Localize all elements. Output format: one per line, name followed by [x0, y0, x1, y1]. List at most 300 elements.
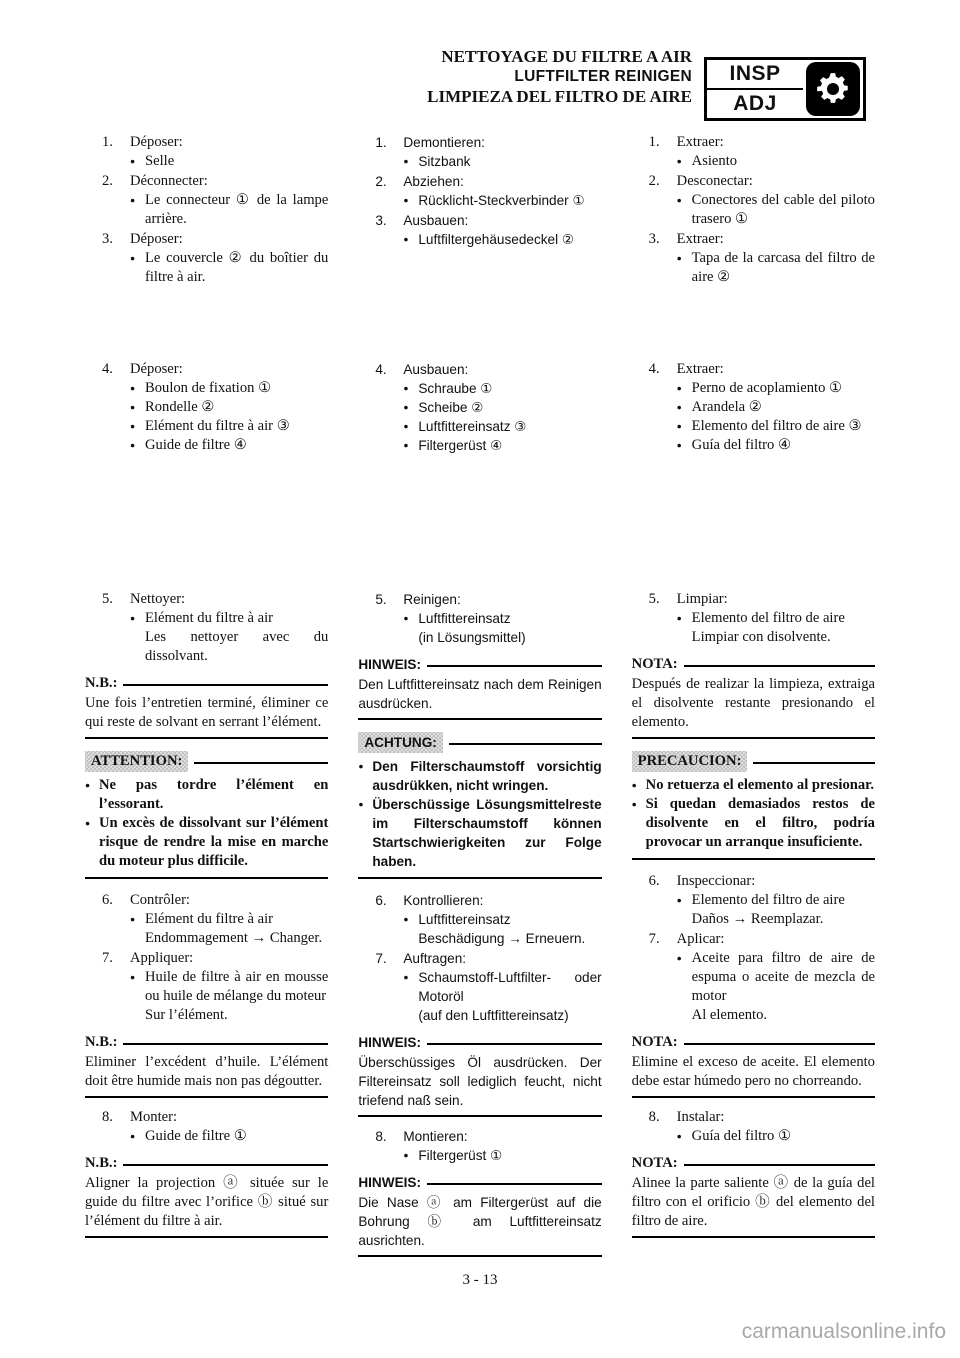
procedure-step — [632, 930, 875, 1025]
caution-block — [85, 751, 328, 879]
bullet-subline: Daños → Reemplazar. — [691, 911, 824, 927]
procedure-step — [85, 230, 328, 287]
bullet-text — [418, 417, 601, 436]
bullet-item — [403, 230, 601, 249]
title-french: NETTOYAGE DU FILTRE A AIR — [441, 47, 692, 66]
content-row-2 — [85, 360, 875, 590]
bullet-icon: ● — [403, 383, 409, 393]
caution-label: PRECAUCION: — [632, 751, 748, 772]
note-block — [358, 1033, 601, 1117]
french-column-row-1 — [85, 133, 328, 360]
note-text: Die Nase ⓐ am Filtergerüst auf die Bohrung ⓑ am Luftfittereinsatz ausrichten. — [358, 1195, 602, 1248]
note-rule — [427, 1043, 602, 1045]
caution-heading — [358, 732, 601, 753]
bullet-icon: ● — [403, 234, 409, 244]
bullet-line: Perno de acoplamiento ① — [691, 380, 843, 396]
bullet-icon: ● — [130, 1131, 136, 1141]
step-heading — [632, 360, 875, 379]
bullet-text — [692, 249, 875, 287]
step-number: 6. — [648, 873, 660, 889]
procedure-step — [358, 211, 601, 249]
note-block — [85, 1154, 328, 1238]
procedure-step — [632, 172, 875, 229]
bullet-icon: ● — [130, 383, 136, 393]
caution-item — [632, 795, 875, 852]
bullet-subline: Les nettoyer avec du dissolvant. — [145, 629, 329, 664]
step-number: 7. — [648, 931, 660, 947]
french-column-row-3 — [85, 590, 328, 1267]
step-number: 8. — [102, 1109, 113, 1125]
bullet-text — [145, 379, 328, 398]
note-label: NOTA: — [631, 1034, 678, 1050]
step-title: Ausbauen: — [403, 213, 469, 228]
note-heading — [632, 655, 875, 674]
bullet-item — [677, 249, 875, 287]
bullet-line: Selle — [145, 153, 175, 169]
step-title: Reinigen: — [403, 592, 461, 607]
step-title: Aplicar: — [676, 931, 725, 947]
step-heading — [358, 590, 601, 609]
step-number: 3. — [375, 213, 387, 228]
bullet-line: Le connecteur ① de la lampe arrière. — [145, 192, 329, 227]
bullet-icon: ● — [676, 195, 682, 205]
note-heading — [85, 1154, 328, 1173]
german-column-row-3 — [358, 590, 601, 1267]
bullet-icon: ● — [403, 195, 409, 205]
note-heading — [632, 1033, 875, 1052]
procedure-step — [358, 133, 601, 171]
bullet-item — [130, 968, 328, 1025]
bullet-line: Luftfiltergehäusedeckel ② — [418, 232, 575, 247]
bullet-text — [418, 609, 601, 647]
bullet-text — [692, 152, 875, 171]
note-label: NOTA: — [631, 656, 678, 672]
step-number: 4. — [648, 361, 660, 377]
procedure-step — [85, 949, 328, 1025]
bullet-line: Boulon de fixation ① — [145, 380, 272, 396]
procedure-step — [85, 891, 328, 948]
note-text: Den Luftfittereinsatz nach dem Reinigen ausdrücken. — [358, 677, 602, 711]
note-rule — [427, 1183, 602, 1185]
bullet-icon: ● — [631, 780, 637, 790]
bullet-icon: ● — [130, 972, 136, 982]
bullet-line: Conectores del cable del piloto trasero ① — [691, 192, 875, 227]
bullet-icon: ● — [403, 402, 409, 412]
bullet-item — [130, 152, 328, 171]
badge-labels — [707, 60, 803, 118]
step-number: 5. — [102, 591, 113, 607]
bullet-line: Aceite para filtro de aire de espuma o aceite de mezcla de motor — [691, 950, 875, 1004]
step-number: 1. — [648, 134, 660, 150]
caution-block — [358, 732, 601, 879]
bullet-line: Filtergerüst ④ — [418, 438, 503, 453]
bullet-text — [145, 968, 328, 1025]
german-column-row-1 — [358, 133, 601, 360]
bullet-line: Elément du filtre à air ③ — [145, 418, 290, 434]
bullet-item — [403, 968, 601, 1025]
caution-label: ATTENTION: — [85, 751, 188, 772]
bullet-line: Elément du filtre à air — [145, 911, 274, 927]
step-number: 2. — [648, 173, 660, 189]
content-row-1 — [85, 133, 875, 360]
bullet-text — [418, 436, 601, 455]
bullet-line: Luftfittereinsatz ③ — [418, 419, 527, 434]
bullet-item — [130, 191, 328, 229]
step-title: Extraer: — [676, 231, 724, 247]
badge-insp-label: INSP — [707, 60, 803, 90]
watermark-text: carmanualsonline.info — [741, 1320, 946, 1343]
step-title: Extraer: — [676, 361, 724, 377]
note-rule — [684, 1164, 875, 1166]
bullet-subline: Limpiar con disolvente. — [691, 629, 831, 645]
step-heading — [85, 891, 328, 910]
note-text: Überschüssiges Öl ausdrücken. Der Filtereinsatz soll lediglich feucht, nicht triefend naß sein. — [358, 1055, 602, 1108]
bullet-item — [130, 436, 328, 455]
note-text: Eliminer l’excédent d’huile. L’élément doit être humide mais non pas dégoutter. — [85, 1054, 329, 1089]
bullet-line: Schaumstoff-Luftfilter- oder Motoröl — [418, 970, 602, 1004]
bullet-line: Elemento del filtro de aire ③ — [691, 418, 862, 434]
bullet-icon: ● — [631, 799, 637, 809]
step-heading — [632, 172, 875, 191]
caution-item — [632, 776, 875, 795]
bullet-line: Sitzbank — [418, 154, 471, 169]
step-heading — [358, 360, 601, 379]
caution-text: Den Filterschaumstoff vorsichtig ausdrükken, nicht wringen. — [372, 759, 602, 793]
note-rule — [684, 1043, 875, 1045]
note-heading — [358, 1173, 601, 1192]
caution-item — [358, 795, 601, 871]
step-title: Ausbauen: — [403, 362, 469, 377]
bullet-item — [677, 436, 875, 455]
bullet-line: Rondelle ② — [145, 399, 215, 415]
bullet-line: Guide de filtre ① — [145, 1128, 247, 1144]
bullet-line: Tapa de la carcasa del filtro de aire ② — [691, 250, 875, 285]
step-title: Instalar: — [676, 1109, 725, 1125]
bullet-text — [145, 191, 328, 229]
note-block — [358, 655, 601, 720]
note-text: Alinee la parte saliente ⓐ de la guía del filtro con el orificio ⓑ del elemento del filtro de aire. — [631, 1175, 875, 1229]
note-rule — [123, 1043, 328, 1045]
step-title: Déconnecter: — [130, 173, 208, 189]
bullet-line: Guía del filtro ① — [691, 1128, 792, 1144]
bullet-subline: Sur l’élément. — [145, 1007, 228, 1023]
bullet-icon: ● — [358, 761, 364, 771]
bullet-item — [130, 249, 328, 287]
bullet-icon: ● — [403, 914, 409, 924]
step-title: Déposer: — [130, 231, 183, 247]
page-number: 3 - 13 — [462, 1272, 498, 1288]
note-rule — [427, 665, 602, 667]
step-title: Abziehen: — [403, 174, 464, 189]
bullet-item — [403, 191, 601, 210]
note-rule — [123, 1164, 328, 1166]
bullet-text — [692, 436, 875, 455]
step-heading — [632, 930, 875, 949]
step-title: Demontieren: — [403, 135, 485, 150]
step-heading — [632, 590, 875, 609]
step-number: 6. — [375, 893, 387, 908]
step-heading — [358, 949, 601, 968]
bullet-icon: ● — [85, 818, 91, 828]
step-number: 3. — [648, 231, 660, 247]
step-title: Monter: — [130, 1109, 178, 1125]
bullet-icon: ● — [403, 156, 409, 166]
procedure-step — [632, 360, 875, 455]
procedure-step — [85, 360, 328, 455]
note-block — [632, 1033, 875, 1098]
step-title: Contrôler: — [130, 892, 190, 908]
note-text: Aligner la projection ⓐ située sur le guide du filtre avec l’orifice ⓑ situé sur l’élément du filtre à air. — [85, 1175, 329, 1229]
step-heading — [358, 891, 601, 910]
procedure-step — [85, 172, 328, 229]
procedure-step — [358, 949, 601, 1025]
step-heading — [632, 230, 875, 249]
bullet-item — [677, 1127, 875, 1146]
note-block — [632, 1154, 875, 1238]
note-block — [85, 674, 328, 739]
step-title: Nettoyer: — [130, 591, 186, 607]
bullet-item — [403, 910, 601, 948]
procedure-step — [358, 360, 601, 455]
bullet-icon: ● — [676, 402, 682, 412]
step-title: Extraer: — [676, 134, 724, 150]
bullet-icon: ● — [130, 613, 136, 623]
step-heading — [632, 1108, 875, 1127]
bullet-text — [418, 191, 601, 210]
bullet-icon: ● — [130, 421, 136, 431]
note-label: HINWEIS: — [358, 1175, 422, 1190]
bullet-subline: (auf den Luftfittereinsatz) — [418, 1008, 569, 1023]
bullet-text — [145, 249, 328, 287]
bullet-line: Guía del filtro ④ — [691, 437, 792, 453]
step-number: 5. — [648, 591, 660, 607]
step-heading — [85, 590, 328, 609]
bullet-icon: ● — [403, 440, 409, 450]
note-block — [85, 1033, 328, 1098]
caution-block — [632, 751, 875, 860]
caution-rule — [753, 762, 875, 764]
bullet-item — [403, 436, 601, 455]
badge-adj-label: ADJ — [733, 92, 777, 115]
bullet-text — [692, 191, 875, 229]
step-number: 6. — [102, 892, 113, 908]
step-number: 3. — [102, 231, 113, 247]
bullet-icon: ● — [403, 972, 409, 982]
bullet-line: Elément du filtre à air — [145, 610, 274, 626]
spanish-column-row-2 — [632, 360, 875, 590]
note-heading — [358, 1033, 601, 1052]
bullet-text — [418, 910, 601, 948]
bullet-icon: ● — [676, 613, 682, 623]
procedure-step — [632, 872, 875, 929]
bullet-line: Huile de filtre à air en mousse ou huile de mélange du moteur — [145, 969, 329, 1004]
procedure-step — [632, 1108, 875, 1146]
bullet-icon: ● — [676, 895, 682, 905]
step-title: Montieren: — [403, 1129, 468, 1144]
caution-heading — [85, 751, 328, 772]
step-title: Desconectar: — [676, 173, 753, 189]
bullet-text — [692, 379, 875, 398]
bullet-icon: ● — [403, 1150, 409, 1160]
bullet-item — [403, 417, 601, 436]
bullet-icon: ● — [676, 421, 682, 431]
caution-label: ACHTUNG: — [358, 732, 443, 753]
bullet-line: Rücklicht-Steckverbinder ① — [418, 193, 585, 208]
bullet-line: Luftfittereinsatz — [418, 611, 511, 626]
bullet-text — [145, 398, 328, 417]
note-heading — [85, 1033, 328, 1052]
step-heading — [85, 949, 328, 968]
caution-item — [358, 757, 601, 795]
step-title: Limpiar: — [676, 591, 728, 607]
bullet-item — [130, 398, 328, 417]
bullet-icon: ● — [130, 914, 136, 924]
step-title: Déposer: — [130, 134, 183, 150]
step-title: Kontrollieren: — [403, 893, 484, 908]
step-title: Inspeccionar: — [676, 873, 756, 889]
bullet-line: Guide de filtre ④ — [145, 437, 247, 453]
bullet-icon: ● — [85, 780, 91, 790]
bullet-text — [145, 417, 328, 436]
step-number: 7. — [375, 951, 387, 966]
bullet-text — [692, 398, 875, 417]
french-column-row-2 — [85, 360, 328, 590]
bullet-subline: (in Lösungsmittel) — [418, 630, 526, 645]
german-column-row-2 — [358, 360, 601, 590]
note-label: NOTA: — [631, 1155, 678, 1171]
step-heading — [85, 133, 328, 152]
bullet-item — [677, 191, 875, 229]
procedure-step — [85, 133, 328, 171]
bullet-subline: Endommagement → Changer. — [145, 930, 323, 946]
step-title: Appliquer: — [130, 950, 194, 966]
bullet-icon: ● — [676, 440, 682, 450]
step-heading — [632, 133, 875, 152]
bullet-icon: ● — [676, 253, 682, 263]
note-rule — [684, 665, 875, 667]
bullet-item — [677, 379, 875, 398]
step-number: 5. — [375, 592, 387, 607]
note-label: N.B.: — [85, 1034, 118, 1050]
bullet-text — [418, 1146, 601, 1165]
step-number: 1. — [375, 135, 387, 150]
note-label: HINWEIS: — [358, 657, 422, 672]
bullet-text — [692, 949, 875, 1025]
note-block — [358, 1173, 601, 1257]
note-block — [632, 655, 875, 739]
bullet-item — [130, 379, 328, 398]
procedure-step — [632, 133, 875, 171]
step-heading — [85, 230, 328, 249]
step-heading — [358, 1127, 601, 1146]
insp-adj-badge — [704, 57, 866, 121]
caution-rule — [449, 743, 602, 745]
step-number: 4. — [102, 361, 113, 377]
step-title: Auftragen: — [403, 951, 467, 966]
bullet-item — [130, 609, 328, 666]
step-number: 2. — [102, 173, 113, 189]
bullet-icon: ● — [676, 156, 682, 166]
bullet-text — [145, 1127, 328, 1146]
bullet-text — [145, 910, 328, 948]
bullet-text — [692, 891, 875, 929]
bullet-icon: ● — [130, 440, 136, 450]
caution-item — [85, 776, 328, 814]
bullet-item — [677, 417, 875, 436]
content-row-3 — [85, 590, 875, 1267]
bullet-line: Arandela ② — [691, 399, 762, 415]
bullet-item — [677, 891, 875, 929]
procedure-step — [358, 1127, 601, 1165]
bullet-text — [418, 230, 601, 249]
badge-icon-box — [803, 60, 863, 118]
bullet-icon: ● — [130, 156, 136, 166]
bullet-item — [130, 1127, 328, 1146]
bullet-item — [677, 152, 875, 171]
step-number: 2. — [375, 174, 387, 189]
page-content — [85, 133, 875, 1267]
bullet-item — [403, 1146, 601, 1165]
bullet-line: Luftfittereinsatz — [418, 912, 511, 927]
bullet-text — [418, 152, 601, 171]
caution-heading — [632, 751, 875, 772]
bullet-text — [418, 379, 601, 398]
procedure-step — [632, 590, 875, 647]
note-heading — [358, 655, 601, 674]
procedure-step — [358, 891, 601, 948]
bullet-line: Elemento del filtro de aire — [691, 892, 845, 908]
step-title: Déposer: — [130, 361, 183, 377]
spanish-column-row-1 — [632, 133, 875, 360]
step-number: 1. — [102, 134, 113, 150]
bullet-item — [677, 949, 875, 1025]
note-heading — [85, 674, 328, 693]
bullet-icon: ● — [403, 421, 409, 431]
bullet-line: Filtergerüst ① — [418, 1148, 503, 1163]
step-number: 8. — [375, 1129, 387, 1144]
page-title — [427, 47, 692, 107]
bullet-item — [403, 398, 601, 417]
step-heading — [85, 1108, 328, 1127]
step-heading — [358, 211, 601, 230]
note-text: Une fois l’entretien terminé, éliminer ce qui reste de solvant en serrant l’élément. — [85, 695, 329, 730]
bullet-subline: Al elemento. — [691, 1007, 768, 1023]
bullet-text — [692, 417, 875, 436]
title-german: LUFTFILTER REINIGEN — [514, 68, 692, 85]
bullet-text — [145, 152, 328, 171]
caution-text: Ne pas tordre l’élément en l’essorant. — [99, 777, 329, 812]
step-heading — [85, 360, 328, 379]
caution-rule — [194, 762, 328, 764]
step-heading — [358, 172, 601, 191]
procedure-step — [85, 1108, 328, 1146]
step-heading — [632, 872, 875, 891]
bullet-text — [145, 609, 328, 666]
caution-text: No retuerza el elemento al presionar. — [645, 777, 874, 793]
bullet-icon: ● — [676, 383, 682, 393]
procedure-step — [85, 590, 328, 666]
bullet-item — [130, 417, 328, 436]
step-heading — [358, 133, 601, 152]
bullet-text — [692, 609, 875, 647]
bullet-item — [403, 152, 601, 171]
bullet-icon: ● — [403, 613, 409, 623]
bullet-line: Elemento del filtro de aire — [691, 610, 845, 626]
bullet-text — [145, 436, 328, 455]
procedure-step — [632, 230, 875, 287]
bullet-icon: ● — [130, 253, 136, 263]
bullet-icon: ● — [676, 1131, 682, 1141]
